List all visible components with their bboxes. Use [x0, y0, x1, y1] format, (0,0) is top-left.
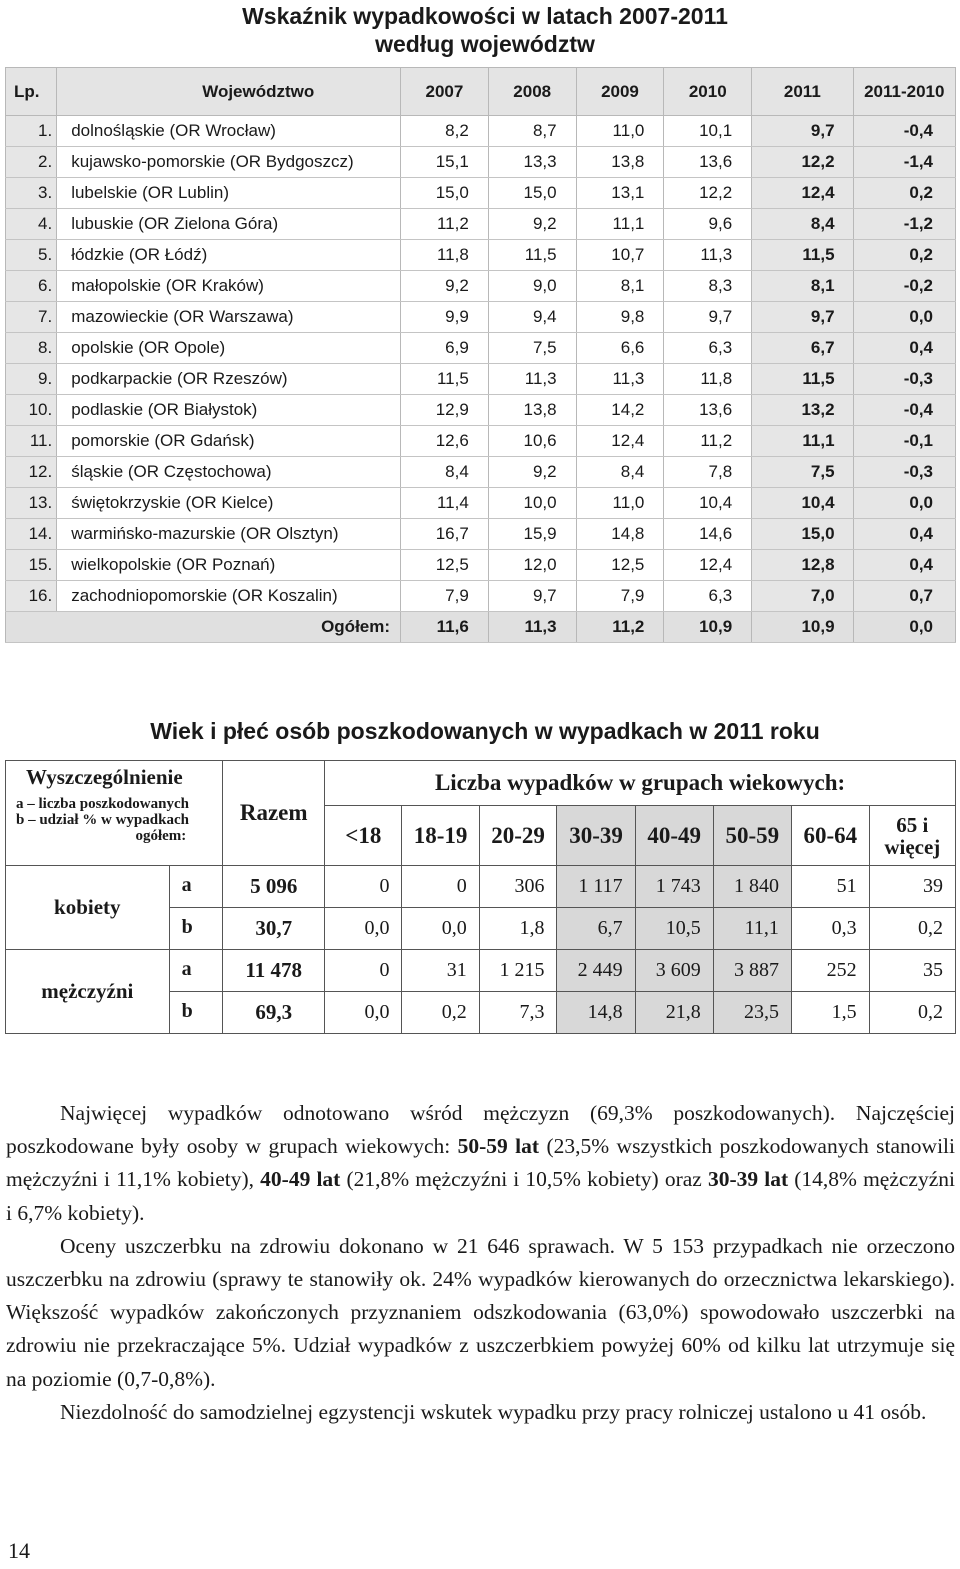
cell-lp: 5.: [6, 240, 57, 271]
p1-bold-2: 40-49 lat: [260, 1167, 341, 1192]
age-group-header: 65 i więcej: [869, 806, 955, 866]
cell-2008: 13,3: [488, 147, 576, 178]
cell-lp: 2.: [6, 147, 57, 178]
b-label: b: [169, 992, 223, 1034]
cell-2011: 12,2: [752, 147, 853, 178]
age-value: 0: [402, 866, 479, 908]
age-value: 0,2: [869, 992, 955, 1034]
age-value: 252: [791, 950, 869, 992]
table-row: [6, 302, 956, 333]
cell-2008: 15,9: [488, 519, 576, 550]
cell-2011: 11,1: [752, 426, 853, 457]
corner-b: b – udział % w wypadkach: [16, 812, 189, 828]
cell-lp: 11.: [6, 426, 57, 457]
cell-lp: 10.: [6, 395, 57, 426]
razem-value: 5 096: [223, 866, 325, 908]
cell-2010: 13,6: [664, 395, 752, 426]
age-group-header: 20-29: [479, 806, 557, 866]
cell-diff: -1,4: [853, 147, 955, 178]
age-value: 0,2: [869, 908, 955, 950]
table1-title-line1: Wskaźnik wypadkowości w latach 2007-2011: [242, 3, 728, 29]
cell-wojewodztwo: podlaskie (OR Białystok): [57, 395, 401, 426]
p1-text: Najwięcej wypadków odnotowano wśród mężczyzn (69,3% poszkodowanych). Najczęściej poszkodowane były osoby w grupach wiekowych:: [6, 1101, 955, 1159]
cell-2007: 9,2: [401, 271, 489, 302]
body-text: [6, 1097, 955, 1429]
razem-value: 11 478: [223, 950, 325, 992]
accident-rate-table: [5, 67, 956, 643]
cell-2009: 11,0: [576, 488, 664, 519]
cell-lp: 4.: [6, 209, 57, 240]
age-value: 1 215: [479, 950, 557, 992]
cell-2010: 10,1: [664, 116, 752, 147]
paragraph-1: [6, 1097, 955, 1230]
cell-2007: 11,8: [401, 240, 489, 271]
cell-2009: 8,1: [576, 271, 664, 302]
gender-label: kobiety: [6, 866, 170, 950]
cell-2007: 12,6: [401, 426, 489, 457]
cell-diff: -0,4: [853, 395, 955, 426]
cell-2011: 13,2: [752, 395, 853, 426]
cell-2011: 10,4: [752, 488, 853, 519]
cell-2007: 15,0: [401, 178, 489, 209]
age-value: 1,8: [479, 908, 557, 950]
age-value: 31: [402, 950, 479, 992]
cell-2010: 9,6: [664, 209, 752, 240]
table-row: [6, 395, 956, 426]
age-value: 0,2: [402, 992, 479, 1034]
age-value: 1 743: [635, 866, 713, 908]
cell-2010: 6,3: [664, 581, 752, 612]
cell-diff: 0,4: [853, 519, 955, 550]
cell-2009: 11,3: [576, 364, 664, 395]
cell-2007: 12,5: [401, 550, 489, 581]
cell-2009: 9,8: [576, 302, 664, 333]
cell-2009: 11,0: [576, 116, 664, 147]
cell-2008: 15,0: [488, 178, 576, 209]
p1-bold-3: 30-39 lat: [707, 1167, 789, 1192]
cell-2009: 7,9: [576, 581, 664, 612]
total-label: Ogółem:: [6, 612, 401, 643]
cell-2009: 14,2: [576, 395, 664, 426]
age-value: 1,5: [791, 992, 869, 1034]
cell-wojewodztwo: dolnośląskie (OR Wrocław): [57, 116, 401, 147]
cell-2010: 12,4: [664, 550, 752, 581]
table-row: [6, 550, 956, 581]
age-value: 39: [869, 866, 955, 908]
p1-mid1: (23,5% wszystkich poszkodowanych stanowili mężczyźni i 11,1% kobiety),: [6, 1134, 955, 1192]
cell-2007: 9,9: [401, 302, 489, 333]
table1-header-row: [6, 68, 956, 116]
page-number: 14: [8, 1538, 30, 1563]
cell-lp: 15.: [6, 550, 57, 581]
age-value: 6,7: [557, 908, 635, 950]
cell-diff: -1,2: [853, 209, 955, 240]
cell-wojewodztwo: lubelskie (OR Lublin): [57, 178, 401, 209]
cell-2007: 8,4: [401, 457, 489, 488]
cell-2008: 9,0: [488, 271, 576, 302]
header-2011: 2011: [752, 68, 853, 116]
cell-lp: 12.: [6, 457, 57, 488]
cell-lp: 7.: [6, 302, 57, 333]
cell-2011: 11,5: [752, 240, 853, 271]
age-value: 0: [325, 866, 402, 908]
cell-2009: 14,8: [576, 519, 664, 550]
table-row: [6, 581, 956, 612]
cell-2011: 9,7: [752, 116, 853, 147]
p1-mid2: (21,8% mężczyźni i 10,5% kobiety) oraz: [340, 1167, 708, 1192]
table-row: [6, 426, 956, 457]
cell-wojewodztwo: kujawsko-pomorskie (OR Bydgoszcz): [57, 147, 401, 178]
corner-title: Wyszczególnienie: [26, 765, 183, 789]
cell-2009: 6,6: [576, 333, 664, 364]
table-row: [6, 240, 956, 271]
cell-2009: 8,4: [576, 457, 664, 488]
paragraph-3: Niezdolność do samodzielnej egzystencji wskutek wypadku przy pracy rolniczej ustalono u 41 osób.: [60, 1399, 927, 1424]
table-row: [6, 147, 956, 178]
cell-2008: 11,3: [488, 364, 576, 395]
total-value: 10,9: [664, 612, 752, 643]
cell-wojewodztwo: warmińsko-mazurskie (OR Olsztyn): [57, 519, 401, 550]
header-2011-2010: 2011-2010: [853, 68, 955, 116]
table-row: [6, 271, 956, 302]
cell-2009: 12,4: [576, 426, 664, 457]
cell-2009: 10,7: [576, 240, 664, 271]
cell-2007: 11,4: [401, 488, 489, 519]
cell-diff: 0,2: [853, 178, 955, 209]
a-label: a: [169, 950, 223, 992]
age-group-header: 50-59: [713, 806, 791, 866]
cell-2009: 12,5: [576, 550, 664, 581]
header-2009: 2009: [576, 68, 664, 116]
age-value: 0,0: [325, 992, 402, 1034]
age-value: 0,0: [402, 908, 479, 950]
age-value: 0: [325, 950, 402, 992]
header-group: Liczba wypadków w grupach wiekowych:: [325, 761, 956, 806]
cell-2008: 10,0: [488, 488, 576, 519]
age-value: 51: [791, 866, 869, 908]
cell-diff: 0,2: [853, 240, 955, 271]
age-value: 2 449: [557, 950, 635, 992]
cell-lp: 8.: [6, 333, 57, 364]
age-gender-table: [5, 760, 956, 1034]
total-value: 11,6: [401, 612, 489, 643]
age-value: 0,3: [791, 908, 869, 950]
cell-diff: 0,4: [853, 333, 955, 364]
cell-2010: 11,3: [664, 240, 752, 271]
age-value: 10,5: [635, 908, 713, 950]
cell-wojewodztwo: łódzkie (OR Łódź): [57, 240, 401, 271]
cell-2008: 8,7: [488, 116, 576, 147]
corner-a: a – liczba poszkodowanych: [16, 796, 189, 812]
razem-value: 69,3: [223, 992, 325, 1034]
age-group-header: 30-39: [557, 806, 635, 866]
cell-2008: 7,5: [488, 333, 576, 364]
cell-diff: 0,0: [853, 488, 955, 519]
cell-wojewodztwo: podkarpackie (OR Rzeszów): [57, 364, 401, 395]
cell-2011: 7,0: [752, 581, 853, 612]
corner-cell: [6, 761, 223, 866]
total-value: 0,0: [853, 612, 955, 643]
cell-wojewodztwo: wielkopolskie (OR Poznań): [57, 550, 401, 581]
table-row: [6, 178, 956, 209]
cell-2007: 6,9: [401, 333, 489, 364]
cell-lp: 13.: [6, 488, 57, 519]
header-lp: Lp.: [6, 68, 57, 116]
cell-lp: 16.: [6, 581, 57, 612]
age-value: 1 117: [557, 866, 635, 908]
cell-2008: 13,8: [488, 395, 576, 426]
cell-2011: 8,1: [752, 271, 853, 302]
cell-diff: -0,3: [853, 457, 955, 488]
header-2008: 2008: [488, 68, 576, 116]
cell-2007: 15,1: [401, 147, 489, 178]
cell-2009: 13,1: [576, 178, 664, 209]
a-label: a: [169, 866, 223, 908]
gender-label: mężczyźni: [6, 950, 170, 1034]
table-row: [6, 457, 956, 488]
data-row: [6, 866, 956, 908]
cell-2010: 9,7: [664, 302, 752, 333]
cell-lp: 9.: [6, 364, 57, 395]
cell-wojewodztwo: lubuskie (OR Zielona Góra): [57, 209, 401, 240]
total-value: 11,3: [488, 612, 576, 643]
cell-wojewodztwo: małopolskie (OR Kraków): [57, 271, 401, 302]
cell-2011: 12,4: [752, 178, 853, 209]
p1-bold-1: 50-59 lat: [457, 1134, 540, 1159]
cell-diff: -0,4: [853, 116, 955, 147]
cell-diff: -0,1: [853, 426, 955, 457]
cell-wojewodztwo: świętokrzyskie (OR Kielce): [57, 488, 401, 519]
table-row: [6, 209, 956, 240]
age-group-header: 60-64: [791, 806, 869, 866]
cell-2009: 13,8: [576, 147, 664, 178]
paragraph-2: Oceny uszczerbku na zdrowiu dokonano w 21 646 sprawach. W 5 153 przypadkach nie orzeczono uszczerbku na zdrowiu (sprawy te stanowiły ok. 24% wypadków kierowanych do orzecznictwa lekarskiego). Większość wypadków zakończonych przyznaniem odszkodowania (63,0%) spowodowało uszczerbki na zdrowiu nie przekraczające 5%. Udział wypadków z uszczerbkiem powyżej 60% od kilku lat utrzymuje się na poziomie (0,7-0,8%).: [6, 1233, 955, 1391]
table-row: [6, 364, 956, 395]
total-row: [6, 612, 956, 643]
cell-2009: 11,1: [576, 209, 664, 240]
cell-2010: 13,6: [664, 147, 752, 178]
cell-wojewodztwo: mazowieckie (OR Warszawa): [57, 302, 401, 333]
table-row: [6, 519, 956, 550]
cell-diff: -0,2: [853, 271, 955, 302]
age-value: 21,8: [635, 992, 713, 1034]
cell-2010: 11,8: [664, 364, 752, 395]
cell-2007: 11,5: [401, 364, 489, 395]
age-value: 3 887: [713, 950, 791, 992]
cell-2010: 11,2: [664, 426, 752, 457]
cell-wojewodztwo: pomorskie (OR Gdańsk): [57, 426, 401, 457]
table-row: [6, 333, 956, 364]
cell-2010: 14,6: [664, 519, 752, 550]
cell-2007: 8,2: [401, 116, 489, 147]
cell-2010: 10,4: [664, 488, 752, 519]
cell-2008: 9,2: [488, 209, 576, 240]
b-label: b: [169, 908, 223, 950]
cell-lp: 6.: [6, 271, 57, 302]
cell-diff: 0,7: [853, 581, 955, 612]
cell-2007: 16,7: [401, 519, 489, 550]
cell-2008: 9,4: [488, 302, 576, 333]
cell-diff: 0,0: [853, 302, 955, 333]
cell-2011: 6,7: [752, 333, 853, 364]
corner-c: ogółem:: [135, 828, 187, 844]
table-row: [6, 116, 956, 147]
age-value: 3 609: [635, 950, 713, 992]
cell-diff: 0,4: [853, 550, 955, 581]
age-value: 306: [479, 866, 557, 908]
age-group-header: 40-49: [635, 806, 713, 866]
cell-2008: 9,2: [488, 457, 576, 488]
age-value: 14,8: [557, 992, 635, 1034]
age-value: 0,0: [325, 908, 402, 950]
p1-end: (14,8% mężczyźni i 6,7% kobiety).: [6, 1167, 955, 1225]
age-value: 1 840: [713, 866, 791, 908]
cell-lp: 1.: [6, 116, 57, 147]
cell-2008: 9,7: [488, 581, 576, 612]
cell-2008: 10,6: [488, 426, 576, 457]
header-razem: Razem: [223, 761, 325, 866]
cell-2011: 7,5: [752, 457, 853, 488]
cell-2010: 6,3: [664, 333, 752, 364]
cell-2007: 7,9: [401, 581, 489, 612]
data-row: [6, 950, 956, 992]
header-2007: 2007: [401, 68, 489, 116]
cell-2010: 12,2: [664, 178, 752, 209]
cell-2010: 7,8: [664, 457, 752, 488]
age-value: 7,3: [479, 992, 557, 1034]
cell-wojewodztwo: zachodniopomorskie (OR Koszalin): [57, 581, 401, 612]
age-value: 11,1: [713, 908, 791, 950]
age-value: 23,5: [713, 992, 791, 1034]
table1-title-line2: według województw: [375, 31, 595, 57]
total-value: 10,9: [752, 612, 853, 643]
cell-wojewodztwo: opolskie (OR Opole): [57, 333, 401, 364]
cell-wojewodztwo: śląskie (OR Częstochowa): [57, 457, 401, 488]
age-group-header: 18-19: [402, 806, 479, 866]
total-value: 11,2: [576, 612, 664, 643]
cell-2011: 8,4: [752, 209, 853, 240]
cell-lp: 14.: [6, 519, 57, 550]
cell-2011: 15,0: [752, 519, 853, 550]
cell-2011: 12,8: [752, 550, 853, 581]
cell-2007: 11,2: [401, 209, 489, 240]
cell-2010: 8,3: [664, 271, 752, 302]
cell-2008: 11,5: [488, 240, 576, 271]
table2-title: Wiek i płeć osób poszkodowanych w wypadkach w 2011 roku: [150, 718, 820, 744]
cell-diff: -0,3: [853, 364, 955, 395]
cell-2007: 12,9: [401, 395, 489, 426]
table-row: [6, 488, 956, 519]
header-wojewodztwo: Województwo: [57, 68, 401, 116]
age-value: 35: [869, 950, 955, 992]
cell-lp: 3.: [6, 178, 57, 209]
age-group-header: <18: [325, 806, 402, 866]
header-2010: 2010: [664, 68, 752, 116]
cell-2011: 11,5: [752, 364, 853, 395]
cell-2008: 12,0: [488, 550, 576, 581]
razem-value: 30,7: [223, 908, 325, 950]
cell-2011: 9,7: [752, 302, 853, 333]
